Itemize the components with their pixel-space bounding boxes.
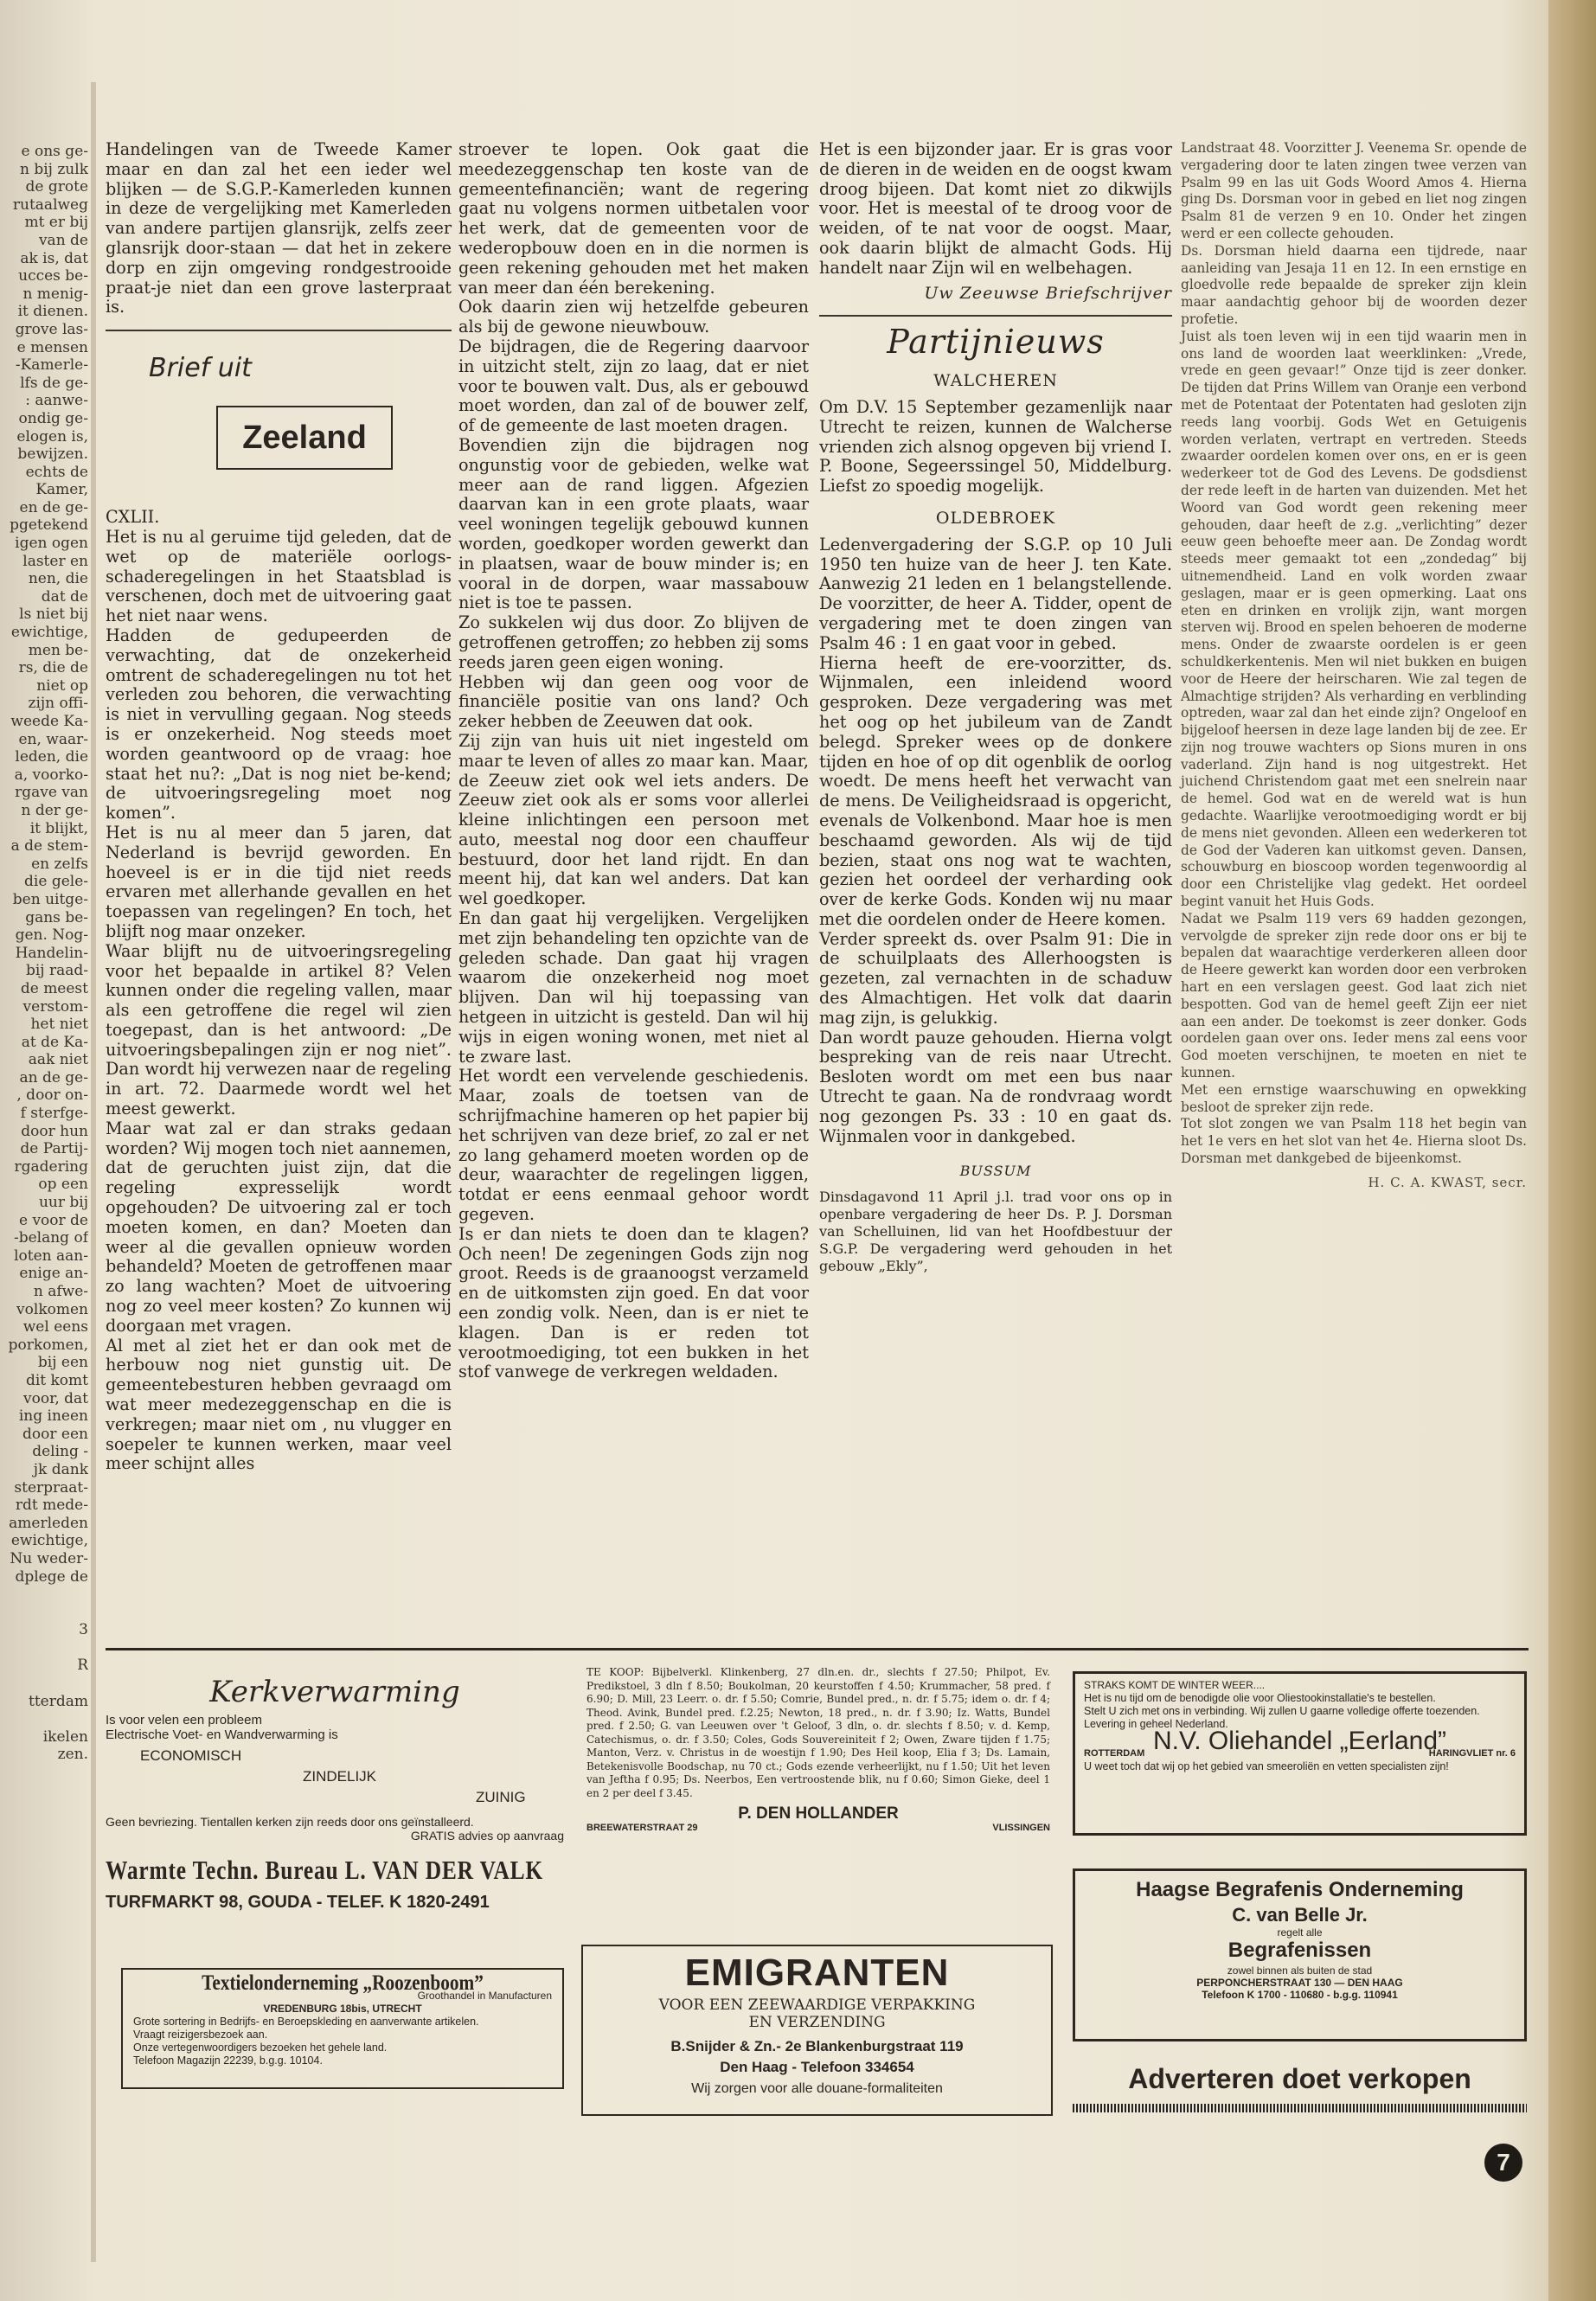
left-fragment-line: weede Ka- [10,713,88,730]
col2-body [458,140,809,1382]
col2-paragraph: Ook daarin zien wij hetzelfde gebeuren als bij de gewone nieuwbouw. [458,297,809,337]
left-fragment-line: at de Ka- [21,1033,88,1051]
left-fragment-line: ondig ge- [18,409,88,427]
left-fragment-line: volkomen [16,1300,88,1318]
oldebroek-paragraph: Ledenvergadering der S.G.P. op 10 Juli 1950 ten huize van de heer J. ten Kate. Aanwezig 21 leden en 1 belangstellende. De voorzitter, de heer A. Tidder, opent de vergadering met te doen zingen van Psalm 46 : 1 en gaat voor in gebed. [819,534,1172,653]
left-fragment-line: a, voorko- [14,766,88,784]
col1-paragraph: Maar wat zal er dan straks gedaan worden? Wij mogen toch niet aannemen, dat de geruchten juist zijn, dat die regeling expresselijk wordt opgehouden? De uitvoering zal er toch moeten komen, en dan? Moeten dan weer al die gevallen opnieuw worden behandeld? Moeten de getroffenen maar zo lang wachten? Moet de uitvoering nog zo veel meer kosten? Zo kunnen wij doorgaan met vragen. [106,1118,452,1336]
divider [819,315,1172,317]
olie-line1: Het is nu tijd om de benodigde olie voor Oliestookinstallatie's te bestellen. [1084,1692,1436,1704]
left-fragment-line: door een [22,1425,88,1443]
left-page-fragment [0,143,88,1764]
left-fragment-line: en de ge- [19,498,88,516]
col1-paragraph: Het is nu al meer dan 5 jaren, dat Nederland is bevrijd geworden. En hoeveel is er in die tijd niet reeds ervaren met allerhande gevallen en het toepassen van regelingen? En toch, het blijft nog maar onzeker. [106,822,452,941]
left-fragment-line: leden, die [15,748,88,766]
col4-paragraph: Juist als toen leven wij in een tijd waarin men in ons land de woorden laat weerklinken: „Vrede, vrede en geen gevaar!” Onze tijd is zeer donker. De tijden dat Prins Willem van Oranje een verbond met de Potentaat der Potentaten had gesloten zijn reeds lang voorbij. Gods Wet en Getuigenis worden verlaten, vertrapt en vertreden. Steeds zwaarder oordelen komen over ons, en er is geen wederkeer tot de God des Levens. De godsdienst der rede leeft in de harten van duizenden. Met het Woord van God wordt geen rekening meer gehouden, daar heeft de z.g. „verlichting” dezer eeuw geen behoefte meer aan. De Zondag wordt steeds meer gemaakt tot een „zondedag” bij uitnemendheid. Land en volk worden zwaar geslagen, maar er is geen opmerking. Laat ons eten en drinken en vrolijk zijn, want morgen sterven wij. Brood en spelen behoeren de moderne mens. Onder de zwaarste oordelen is er geen schuldkerkentenis. Men wil niet bukken en buigen voor de Heere der heirscharen. Wie zal tegen de Almachtige strijden? Als verharding en verblinding optreden, waar zal dan het einde zijn? Ongeloof en bijgeloof heersen in deze lage landen bij de zee. Er zijn nog trouwe wachters op Sions muren in ons vaderland. Zijn hand is nog uitgestrekt. Het juichend Christendom gaat met een snelrein naar de hemel. God wat en de wereld wat is hun gedachte. Waarlijke verootmoediging wordt er bij de mens niet gevonden. Alleen een wederkeren tot de God der Vaderen kan uitkomst geven. Dansen, schouwburg en bioscoop worden tegenwoordig al door een Christelijke vlag gedekt. Het oordeel begint vanuit het Huis Gods. [1181,328,1527,910]
left-fragment-line: n bij zulk [20,160,88,178]
left-fragment-line: ikelen [42,1727,88,1746]
column-3 [819,140,1172,1275]
left-fragment-line: ak is, dat [20,249,88,267]
left-fragment-line: dplege de [15,1567,88,1586]
kerk-line4: GRATIS advies op aanvraag [410,1829,564,1843]
left-fragment-line: n der ge- [21,801,88,819]
left-fragment-line: rdt mede- [15,1497,88,1515]
bussum-heading: BUSSUM [959,1163,1032,1180]
left-fragment-line: het niet [30,1016,88,1034]
col2-paragraph: Zo sukkelen wij dus door. Zo blijven de getroffenen getroffen; zo hebben zij soms reeds jaren geen eigen woning. [458,612,809,672]
left-fragment-line: verstom- [22,997,88,1016]
left-fragment-line: a de stem- [10,837,88,856]
begrafenis-line5: zowel binnen als buiten de stad [1227,1965,1373,1977]
left-fragment-line: e voor de [18,1211,88,1229]
briefschrijver-signature: Uw Zeeuwse Briefschrijver [924,283,1172,303]
kerk-line3: Geen bevriezing. Tientallen kerken zijn reeds door ons geïnstalleerd. [106,1815,474,1829]
left-fragment-line: an de ge- [19,1068,88,1086]
col1-paragraph: Al met al ziet het er dan ook met de herbouw nog niet gunstig uit. De gemeentebesturen hebben gevraagd om wat meer medezeggenschap en die is verkregen; maar niet om , nu vlugger en soepeler te kunnen werken, maar veel meer schijnt alles [106,1335,452,1474]
left-fragment-line: die gele- [24,873,88,891]
col4-body [1181,140,1527,1168]
kerk-brand: Warmte Techn. Bureau L. VAN DER VALK [106,1855,544,1885]
left-fragment-line: ucces be- [18,267,88,285]
roozenboom-title: Textielonderneming „Roozenboom” [202,1971,484,1995]
zeeland-title: Zeeland [242,420,367,457]
col1-body [106,528,452,1474]
ad-te-koop [581,1663,1055,1938]
page-number: 7 [1484,2144,1522,2182]
walcheren-heading: WALCHEREN [933,371,1058,391]
left-fragment-line [0,1604,88,1622]
brief-uit-label: Brief uit [149,353,252,384]
left-fragment-line: men be- [28,641,88,659]
kerk-address: TURFMARKT 98, GOUDA - TELEF. K 1820-2491 [106,1893,490,1912]
emigranten-line1: VOOR EEN ZEEWAARDIGE VERPAKKING [658,1997,976,2014]
olie-city: ROTTERDAM [1084,1748,1145,1759]
emigranten-line3: Wij zorgen voor alle douane-formaliteiten [691,2081,943,2096]
left-fragment-line: van de [38,231,88,249]
left-fragment-line: voor, dat [23,1389,88,1407]
left-fragment-line: ewichtige, [10,1532,88,1550]
left-fragment-line: aak niet [28,1051,88,1069]
left-fragment-line: gen. Nog- [15,926,88,945]
oldebroek-paragraph: Verder spreekt ds. over Psalm 91: Die in de schuilplaats des Allerhoogsten is gezeten, zal vernachten in de schaduw des Almachtigen. Het volk dat daarin mag zijn, is gelukkig. [819,928,1172,1028]
left-fragment-line: zen. [57,1746,88,1764]
left-fragment-line: zijn offi- [28,695,88,713]
left-fragment-line: bewijzen. [17,445,88,464]
kerk-line1: Is voor velen een probleem [106,1713,262,1727]
left-fragment-line: rs, die de [18,659,88,677]
left-fragment-line: amerleden [9,1514,88,1532]
col2-paragraph: De bijdragen, die de Regering daarvoor in uitzicht stelt, zijn zo laag, dat er niet voor te bouwen valt. Dus, als er gebouwd moet worden, dan zal of de bouwer zelf, of de gemeente de last moeten dragen. [458,336,809,436]
page-edge [1548,0,1596,2301]
left-fragment-line: , door on- [16,1086,88,1105]
left-fragment-line: bij een [37,1354,88,1372]
den-hollander-street: BREEWATERSTRAAT 29 [586,1823,698,1833]
ads-separator [106,1648,1529,1650]
kerk-title: Kerkverwarming [209,1675,460,1709]
column-number: CXLII. [106,507,160,528]
kerk-word3: ZUINIG [476,1789,526,1805]
left-fragment-line [0,1639,88,1657]
emigranten-company: B.Snijder & Zn.- 2e Blankenburgstraat 119 [670,2038,964,2054]
left-fragment-line: porkomen, [8,1336,88,1354]
kerk-line2: Electrische Voet- en Wandverwarming is [106,1727,338,1742]
left-fragment-line: tterdam [29,1692,88,1710]
roozenboom-address: VREDENBURG 18bis, UTRECHT [263,2003,422,2015]
col2-paragraph: stroever te lopen. Ook gaat die meedezeggenschap ten koste van de gemeentefinanciën; want de regering gaat nu volgens normen uitbetalen voor het werk, dat de gemeenten voor de wederopbouw doen en in die normen is geen rekening gehouden met het maken van meer dan één berekening. [458,139,809,298]
oldebroek-paragraph: Dan wordt pauze gehouden. Hierna volgt bespreking van de reis naar Utrecht. Besloten wordt om met een bus naar Utrecht te gaan. Na de rondvraag wordt nog gezongen Ps. 33 : 10 en gaat ds. Wijnmalen voor in dankgebed. [819,1027,1172,1146]
left-fragment-line: it dienen. [17,303,88,321]
left-fragment-line: bij raad- [25,962,88,980]
olie-line2: Stelt U zich met ons in verbinding. Wij zullen U gaarne volledige offerte toezenden. [1084,1705,1480,1717]
left-fragment-line: 3 [79,1621,88,1639]
left-fragment-line: deling - [32,1443,88,1461]
left-fragment-line: loten aan- [14,1247,88,1265]
left-fragment-line: rgadering [14,1157,88,1176]
zeeland-box [216,406,393,470]
emigranten-phone: Den Haag - Telefoon 334654 [720,2059,914,2075]
begrafenis-line6: PERPONCHERSTRAAT 130 — DEN HAAG [1196,1977,1403,1989]
den-hollander-name: P. DEN HOLLANDER [738,1804,899,1823]
left-fragment-line: door hun [21,1122,88,1140]
partijnieuws-title: Partijnieuws [887,323,1105,362]
left-fragment-line: de meest [20,979,88,997]
left-fragment-line: Kamer, [35,481,88,499]
left-fragment-line: -Kamerle- [15,356,88,375]
left-fragment-line: grove las- [15,320,88,338]
col1-intro: Handelingen van de Tweede Kamer maar en dan zal het een ieder wel blijken — de S.G.P.-Kamerleden kunnen in deze de vergelijking met Kamerleden van andere partijen glansrijk, zelfs zeer glansrijk door-staan — dat het in zekere dorp en zijn omgeving rondgestrooide praat-je niet dan een grove lasterpraat is. [106,139,452,317]
left-fragment-line: en zelfs [31,855,88,873]
left-fragment-line: R [77,1657,88,1675]
roozenboom-line3: Onze vertegenwoordigers bezoeken het gehele land. [133,2041,388,2054]
bussum-text: Dinsdagavond 11 April j.l. trad voor ons op in openbare vergadering de heer Ds. P. J. Dorsman van Schelluinen, lid van het Hoofdbestuur der S.G.P. De vergadering werd gehouden in het gebouw „Ekly”, [819,1189,1172,1275]
left-fragment-line: f sterfge- [20,1105,88,1123]
left-fragment-line: op een [38,1176,88,1194]
left-fragment-line: rgave van [15,784,88,802]
ad-kerkverwarming [106,1670,564,1938]
roozenboom-line2: Vraagt reizigersbezoek aan. [133,2029,268,2041]
col4-paragraph: Landstraat 48. Voorzitter J. Veenema Sr. opende de vergadering door te laten zingen twee verzen van Psalm 99 en las uit Gods Woord Amos 4. Hierna ging Ds. Dorsman voor in gebed en liet nog zingen Psalm 81 de verzen 9 en 10. Onder het zingen werd er een collecte gehouden. [1181,140,1527,241]
olie-line4: U weet toch dat wij op het gebied van smeeroliën en vetten specialisten zijn! [1084,1760,1449,1772]
col2-paragraph: En dan gaat hij vergelijken. Vergelijken met zijn behandeling ten opzichte van de geleden schade. Dan gaat hij vragen waarom die onzekerheid nog moet blijven. Dan wil hij toepassing van hetgeen in uitzicht is gesteld. Dan wil hij wijs in eigen woning wonen, met niet al te zware last. [458,908,809,1067]
begrafenis-line1: Haagse Begrafenis Onderneming [1136,1878,1464,1901]
left-fragment-line: uur bij [38,1194,88,1212]
left-fragment-line: enige an- [19,1265,88,1283]
page-fold [91,82,96,2262]
roozenboom-line1: Grote sortering in Bedrijfs- en Beroepskleding en aanverwante artikelen. [133,2016,479,2028]
left-fragment-line: echts de [25,463,88,481]
left-fragment-line: ben uitge- [12,890,88,908]
column-2 [458,140,809,1382]
kwast-signature: H. C. A. KWAST, secr. [1368,1174,1527,1190]
left-fragment-line: de grote [25,178,88,196]
left-fragment-line [0,1710,88,1728]
left-fragment-line: ing ineen [18,1407,88,1426]
adverteren-slogan: Adverteren doet verkopen [1128,2063,1471,2094]
left-fragment-line: : aanwe- [25,392,88,410]
left-fragment-line: -belang of [13,1229,88,1247]
olie-line3: Levering in geheel Nederland. [1084,1718,1228,1730]
begrafenis-line3: regelt alle [1277,1926,1323,1939]
ad-emigranten [581,1945,1053,2116]
left-fragment-line: lfs de ge- [20,374,88,392]
begrafenis-line4: Begrafenissen [1227,1939,1372,1962]
kerk-word1: ECONOMISCH [140,1747,242,1764]
col2-paragraph: Is er dan niets te doen dan te klagen? Och neen! De zegeningen Gods zijn nog groot. Reeds is de graanoogst verzameld en de uitkomsten zijn goed. En dat voor een zondig volk. Neen, dan is er niet te klagen. Dan is er reden tot verootmoediging, tot een bukken in het stof vanwege de verkregen weldaden. [458,1223,809,1382]
left-fragment-line: dit komt [25,1371,88,1389]
left-fragment-line [0,1675,88,1693]
left-fragment-line: wel eens [22,1318,88,1336]
left-fragment-line: elogen is, [16,427,88,445]
den-hollander-city: VLISSINGEN [992,1823,1050,1833]
emigranten-title: EMIGRANTEN [684,1952,950,1994]
decorative-rule [1073,2104,1527,2112]
col4-paragraph: Met een ernstige waarschuwing en opwekking besloot de spreker zijn rede. [1181,1081,1527,1115]
left-fragment-line: rutaalweg [12,195,88,214]
left-fragment-line [0,1586,88,1604]
col3-intro: Het is een bijzonder jaar. Er is gras voor de dieren in de weiden en de oogst kwam droog bijeen. Dat komt niet zo dikwijls voor. Het is meestal of te droog voor de weiden, of te nat voor de oogst. Maar, ook daarin blijkt de almacht Gods. Hij handelt naar Zijn wil en welbehagen. [819,139,1172,278]
left-fragment-line: pgetekend [10,516,88,535]
left-fragment-line: igen ogen [15,535,88,553]
olie-head: STRAKS KOMT DE WINTER WEER.... [1084,1679,1266,1691]
brief-uit-zeeland-heading [106,343,452,508]
col1-paragraph: Waar blijft nu de uitvoeringsregeling voor het bepaalde in artikel 8? Velen kunnen onder die regeling vallen, maar als een getroffene die regel wil zien toegepast, dan is het antwoord: „De uitvoeringsbepalingen zijn er nog niet”. Dan wordt hij verwezen naar de regeling in art. 72. Daarmede wordt wel het meest gewerkt. [106,940,452,1119]
left-fragment-line: mt er bij [24,214,88,232]
left-fragment-line: Nu weder- [10,1549,88,1567]
left-fragment-line: ls niet bij [19,606,88,624]
begrafenis-line2: C. van Belle Jr. [1232,1904,1368,1926]
col4-paragraph: Ds. Dorsman hield daarna een tijdrede, naar aanleiding van Jesaja 11 en 12. In een ernstige en gloedvolle rede bepaalde de spreker zijn klein maar aandachtig gehoor bij de woorden dezer profetie. [1181,242,1527,327]
left-fragment-line: jk dank [33,1460,88,1478]
roozenboom-sub: Groothandel in Manufacturen [417,1990,552,2002]
oldebroek-text [819,535,1172,1147]
col4-paragraph: Nadat we Psalm 119 vers 69 hadden gezongen, vervolgde de spreker zijn rede door ons er bij te bepalen dat waarachtige verderkeren alleen door de Heere gewerkt kan worden door een verbroken hart en een verslagen geest. God laat zich niet bespotten. God van de hemel geeft Zijn eer niet aan een ander. De toekomst is zeer donker. Gods oordelen gaan over ons. Ieder mens zal eens voor God moeten verschijnen, te moeten en niet te kunnen. [1181,910,1527,1081]
left-fragment-line: Handelin- [15,944,88,962]
col1-paragraph: Hadden de gedupeerden de verwachting, dat de onzekerheid omtrent de schaderegelingen nu tot het verleden zou behoren, die verwachting is niet in vervulling gegaan. Nog steeds is er onzekerheid. Nog steeds moet worden geantwoord op de vraag: hoe staat het nu?: „Dat is nog niet be-kend; de uitvoeringsregeling moet nog komen”. [106,625,452,824]
ad-begrafenis [1073,1868,1527,2041]
column-4 [1181,140,1527,1192]
column-1 [106,140,452,1474]
col2-paragraph: Het wordt een vervelende geschiedenis. Maar, zoals de toetsen van de schrijfmachine hameren op het papier bij het schrijven van deze brief, zo zal er net zo lang gehamerd moeten worden op de deur, waarachter de regelingen liggen, totdat er eens eenmaal gehoor wordt gegeven. [458,1066,809,1225]
left-fragment-line: e ons ge- [21,143,88,160]
olie-street: HARINGVLIET nr. 6 [1428,1748,1516,1759]
left-fragment-line: it blijkt, [29,819,88,837]
col1-paragraph: Het is nu al geruime tijd geleden, dat de wet op de materiële oorlogs-schaderegelingen in het Staatsblad is verschenen, doch met de uitvoering gaat het niet naar wens. [106,526,452,626]
left-fragment-line: nen, die [28,570,88,588]
col2-paragraph: Zij zijn van huis uit niet ingesteld om maar te leven of alles zo maar kan. Maar, de Zeeuw ziet ook wel iets anders. De Zeeuw ziet ook als er soms voor allerlei kleine inlichtingen een persoon met auto, meestal nog door een chauffeur bestuurd, door het land rijdt. En dan meent hij, dat kan wel anders. Dat kan wel goedkoper. [458,730,809,909]
left-fragment-line: n afwe- [33,1283,88,1300]
col4-paragraph: Tot slot zongen we van Psalm 118 het begin van het 1e vers en het slot van het 4e. Hierna sloot Ds. Dorsman met dankgebed de bijeenkomst. [1181,1116,1527,1167]
begrafenis-line7: Telefoon K 1700 - 110680 - b.g.g. 110941 [1202,1989,1398,2001]
left-fragment-line: dat de [41,587,88,606]
left-fragment-line: ewichtige, [10,624,88,642]
left-fragment-line: n menig- [22,285,88,303]
left-fragment-line: de Partij- [20,1140,88,1158]
te-koop-text: TE KOOP: Bijbelverkl. Klinkenberg, 27 dln.en. dr., slechts f 27.50; Philpot, Ev. Predikstoel, 3 dln f 8.50; Boukolman, 20 keurstoffen f 4.50; Krummacher, 58 pred. f 6.90; D. Mill, 23 Leerr. o. dr. f 5.50; Comrie, Bundel pred., n. dr. f 5.75; idem o. dr. f 4; Theod. Avink, Bundel pred. f.2.25; Newton, 18 pred., n. dr. f 3.90; Iz. Watts, Bundel pred. f 2.50; G. van Leeuwen over 't Geloof, 3 dln, o. dr. slechts f 8.50; v. d. Kemp, Catechismus, o. dr. f 3.50; Coles, Gods Souvereiniteit f 2; Owen, Zware tijden f 1.75; Manton, Verz. v. Christus in de woestijn f 1.90; Des Heil koop, Elia f 3; Ds. Lamain, Betekenisvolle Boodschap, nu 70 ct.; Gods ezende verheerlijkt, nu f 1.50; Uit het leven van Jeftha f 0.95; Ds. Neerbos, Een vertroostende blik, nu f 0.60; Simon Gieke, deel 1 en 2 per deel f 3.45. [586,1666,1050,1799]
left-fragment-line: e mensen [16,338,88,356]
ad-oliehandel [1073,1671,1527,1836]
left-fragment-line: sterpraat- [14,1478,88,1497]
oldebroek-heading: OLDEBROEK [935,508,1056,528]
left-fragment-line: niet op [36,676,88,695]
left-fragment-line: en, waar- [18,730,88,748]
divider [106,330,452,331]
col2-paragraph: Bovendien zijn die bijdragen nog ongunstig voor de gebieden, welke wat meer aan de rand liggen. Afgezien daarvan kan in een grote plaats, waar veel woningen tegelijk gebouwd kunnen worden, goedkoper worden gewerkt dan in plaatsen, waar de bouw minder is; en vooral in de dorpen, waar massabouw niet is toe te passen. [458,434,809,613]
roozenboom-line4: Telefoon Magazijn 22239, b.g.g. 10104. [133,2054,323,2067]
col2-paragraph: Hebben wij dan geen oog voor de financiële positie van ons land? Och zeker hebben de Zeeuwen dat ook. [458,671,809,732]
left-fragment-line: gans be- [25,908,88,926]
left-fragment-line: laster en [22,552,88,570]
emigranten-line2: EN VERZENDING [748,2014,886,2031]
oldebroek-paragraph: Hierna heeft de ere-voorzitter, ds. Wijnmalen, een inleidend woord gesproken. Deze vergadering was met het oog op het jubileum van de Zandt belegd. Spreker wees op de donkere tijden en hoe of op dit ogenblik de oorlog woedt. De mens heeft het verwacht van de mens. De Veiligheidsraad is opgericht, evenals de Volkenbond. Maar hoe is men beschaamd geworden. Als wij de tijd bezien, staat ons nog wat te wachten, gezien het oordeel der verharding ook over de kerke Gods. Konden wij nu maar met die oordelen onder de Heere komen. [819,652,1172,929]
olie-title: N.V. Oliehandel „Eerland” [1152,1727,1447,1755]
kerk-word2: ZINDELIJK [303,1768,377,1785]
ad-roozenboom [121,1968,564,2089]
walcheren-text: Om D.V. 15 September gezamenlijk naar Utrecht te reizen, kunnen de Walcherse vrienden zich alsnog opgeven bij vriend I. P. Boone, Segeerssingel 50, Middelburg. Liefst zo spoedig mogelijk. [819,396,1172,497]
